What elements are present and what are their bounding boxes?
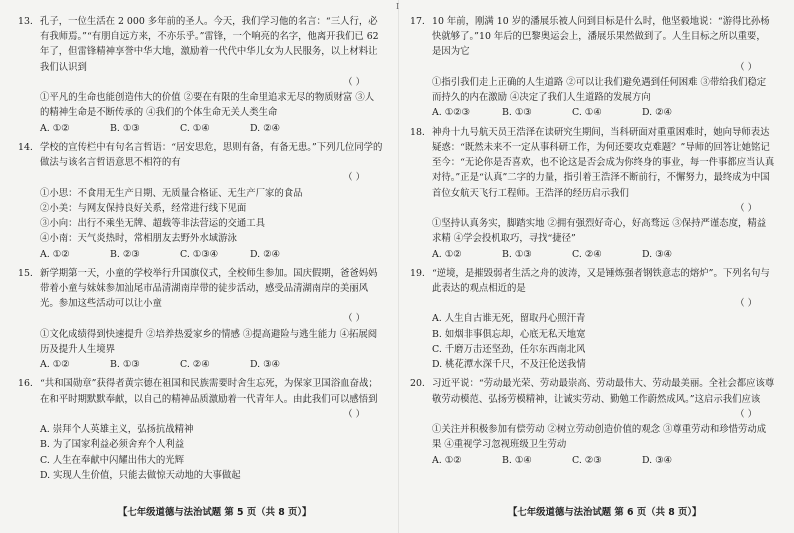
choice-b: B. ②③ [110,248,140,260]
choice-row [40,357,383,372]
question-stem: 10 年前，刚满 10 岁的潘展乐被人问到目标是什么时，他坚毅地说：“游得比孙杨快就够了。”10 年后的巴黎奥运会上，潘展乐果然做到了。人生目标之所以重要，是因为它 [432,16,770,58]
page-footer-right: 【七年级道德与法治试题 第 6 页（共 8 页）】 [508,507,702,518]
statement-options: ①坚持认真务实，脚踏实地 ②拥有强烈好奇心，好高骛远 ③保持严谨态度，精益求精 ④学会投机取巧，寻找“捷径” [432,218,767,245]
choice-b: B. ①③ [110,359,140,371]
question-stem: 新学期第一天，小童的学校举行升国旗仪式，全校师生参加。国庆假期，爸爸妈妈带着小童与妹妹参加汕尾市品清湖南岸带的徒步活动，感受品清湖南岸的美丽风光。参加这些活动可以让小童 [40,267,378,310]
choice-b: B. 如烟非事俱忘却，心底无私天地宽 [432,328,586,340]
question-13 [18,14,383,136]
question-number: 19. [410,267,425,279]
choice-a: A. ①② [40,122,70,134]
question-stem: “共和国勋章”获得者黄宗德在祖国和民族需要时舍生忘死，为保家卫国浴血奋战；在和平时期默默奉献，以自己的精神品质激励着一代青年人。由此我们可以感悟到 [40,378,378,405]
choice-row [432,247,775,262]
choice-c: C. ①④ [180,122,210,134]
question-stem: 孔子，一位生活在 2 000 多年前的圣人。今天，我们学习他的名言：“三人行，必有我师焉。”“有朋自远方来，不亦乐乎。”雷锋，一个响亮的名字，他离开我们已 62 年了，但雷锋精神享誉中华大地，激励着一代代中华儿女为人民服务，以上材料让我们认识到 [40,16,379,73]
statement-options: ①关注并积极参加有偿劳动 ②树立劳动创造价值的观念 ③尊重劳动和珍惜劳动成果 ④重视学习忽视班级卫生劳动 [432,424,767,451]
right-column [410,14,775,472]
answer-blank: （ ） [343,76,365,88]
choice-c: C. ①③④ [180,248,219,260]
question-stem: 习近平说：“劳动最光荣、劳动最崇高、劳动最伟大、劳动最美丽。全社会都应该尊敬劳动模范、弘扬劳模精神，让诚实劳动、勤勉工作蔚然成风。”这启示我们应该 [432,378,775,405]
statement-options: ①文化成绩得到快速提升 ②培养热爱家乡的情感 ③提高避险与逃生能力 ④拓展阅历及提升人生境界 [40,328,378,355]
left-column [18,14,383,487]
question-number: 16. [18,378,33,390]
question-19 [410,266,775,373]
choice-row [432,105,775,120]
choice-d: D. ②④ [250,122,280,134]
question-18 [410,125,775,262]
answer-blank: （ ） [735,61,757,73]
answer-blank: （ ） [343,172,365,184]
question-number: 13. [18,16,33,27]
choice-b: B. ①③ [110,122,140,134]
question-stem: 神舟十九号航天员王浩泽在读研究生期间，当科研面对重重困难时，她向导师表达疑惑：“既然未来不一定从事科研工作，为何还要攻克难题？”导师的回答让她铭记至今：“无论你是否喜欢，也不论这是否会成为你终身的事业，每一件事都应当认真对待。”正是“认真”二字的力量，指引着王浩泽不断前行，不懈努力，最终成为中国首位女航天飞行工程师。王浩泽的经历启示我们 [432,126,775,199]
choice-c: C. ②③ [572,454,602,466]
answer-blank: （ ） [735,298,757,310]
question-number: 14. [18,141,33,153]
question-15 [18,266,383,373]
choice-c: C. ①④ [572,107,602,119]
page-footer-left: 【七年级道德与法治试题 第 5 页（共 8 页）】 [118,507,312,518]
choice-d: D. 桃花潭水深千尺，不及汪伦送我情 [432,359,586,371]
choice-b: B. 为了国家利益必须舍弃个人利益 [40,439,185,451]
choice-row [432,453,775,468]
choice-c: C. 人生在奉献中闪耀出伟大的光辉 [40,454,185,466]
choice-a: A. ①② [40,248,70,260]
top-mark: I [396,2,400,11]
statement-options: ①小思：不食用无生产日期、无质量合格证、无生产厂家的食品 ②小美：与网友保持良好关系，经常进行线下见面 ③小向：出行不乘坐无牌、超载等非法营运的交通工具 ④小南：天气炎热时，常相朋友去野外水域游泳 [40,187,303,245]
question-stem: 学校的宣传栏中有句名言哲语：“居安思危，思则有备，有备无患。”下列几位同学的做法与该名言哲语意思不相符的有 [40,141,383,169]
question-stem: “逆境，是摧毁弱者生活之舟的波涛，又是锤炼强者钢铁意志的熔炉”。下列名句与此表达的观点相近的是 [432,267,770,294]
choice-d: D. ②④ [250,248,280,260]
choice-d: D. ③④ [250,359,280,371]
choice-a: A. 人生自古谁无死，留取丹心照汗青 [432,313,586,325]
choice-c: C. ②④ [180,359,210,371]
question-14 [18,140,383,262]
choice-b: B. ①③ [502,107,532,119]
answer-blank: （ ） [343,313,365,325]
question-number: 18. [410,126,425,138]
choice-b: B. ①④ [502,454,532,466]
choice-d: D. ③④ [642,454,672,466]
question-number: 17. [410,16,425,27]
answer-blank: （ ） [735,202,757,214]
question-16 [18,376,383,483]
choice-d: D. ②④ [642,107,672,119]
choice-d: D. ③④ [642,248,672,260]
page-fold-divider [398,0,399,533]
question-20 [410,376,775,467]
choice-b: B. ①③ [502,248,532,260]
choice-a: A. ①②③ [432,107,470,119]
question-number: 15. [18,267,33,279]
choice-c: C. 千磨万击还坚劲，任尔东西南北风 [432,343,586,355]
answer-blank: （ ） [735,408,757,420]
question-number: 20. [410,378,425,390]
choice-d: D. 实现人生价值，只能去做惊天动地的大事做起 [40,469,241,481]
choice-c: C. ②④ [572,248,602,260]
choice-a: A. ①② [40,359,70,371]
statement-options: ①指引我们走上正确的人生道路 ②可以让我们避免遇到任何困难 ③带给我们稳定而持久的内在激励 ④决定了我们人生道路的发展方向 [432,76,767,104]
choice-row [40,121,383,136]
question-17 [410,14,775,121]
choice-a: A. 崇拜个人英雄主义，弘扬抗战精神 [40,424,194,436]
choice-a: A. ①② [432,248,462,260]
statement-options: ①平凡的生命也能创造伟大的价值 ②要在有限的生命里追求无尽的物质财富 ③人的精神生命是不断传承的 ④我们的个体生命无关人类生命 [40,92,375,119]
answer-blank: （ ） [343,408,365,420]
choice-a: A. ①② [432,454,462,466]
choice-row [40,247,383,262]
